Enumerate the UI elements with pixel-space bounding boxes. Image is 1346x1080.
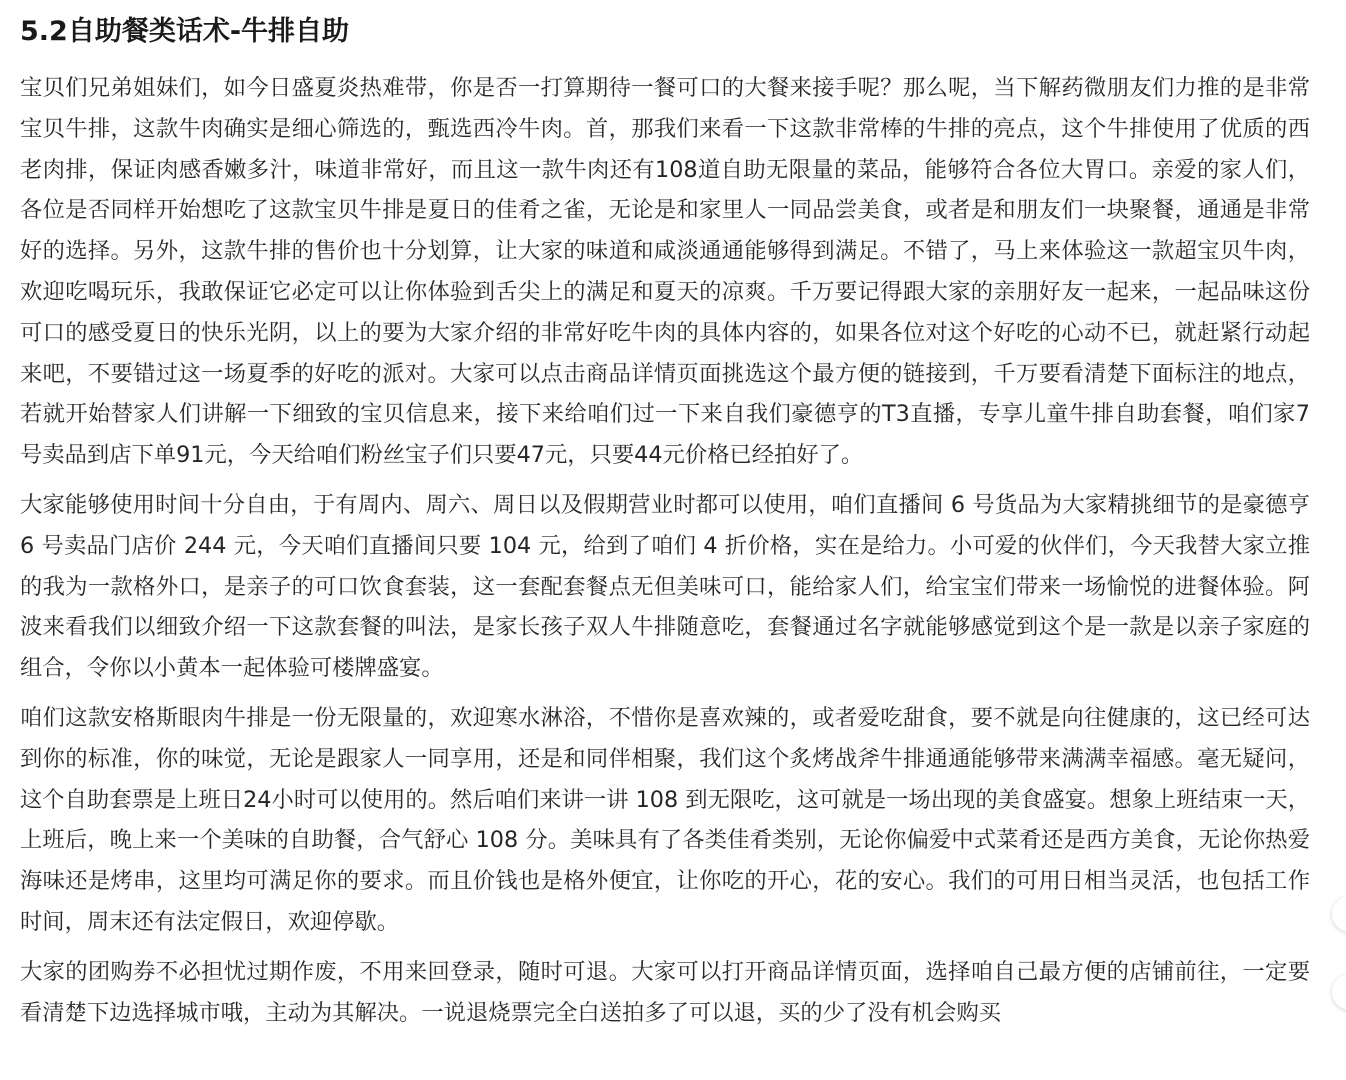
bottom-fade-overlay <box>0 1050 1346 1080</box>
paragraph-2: 大家能够使用时间十分自由，于有周内、周六、周日以及假期营业时都可以使用，咱们直播间 6 号货品为大家精挑细节的是豪德亨 6 号卖品门店价 244 元，今天咱们直播间只要 104 元，给到了咱们 4 折价格，实在是给力。小可爱的伙伴们，今天我替大家立推的我为一款格外口，是亲子的可口饮食套装，这一套配套餐点无但美味可口，能给家人们，给宝宝们带来一场愉悦的进餐体验。阿波来看我们以细致介绍一下这款套餐的叫法，是家长孩子双人牛排随意吃，套餐通过名字就能够感觉到这个是一款是以亲子家庭的组合，令你以小黄本一起体验可楼牌盛宴。 <box>20 491 1310 682</box>
side-floating-button-top[interactable] <box>1332 896 1346 932</box>
side-floating-button-bottom[interactable] <box>1332 974 1346 1010</box>
document-content <box>20 14 1310 1033</box>
paragraph-1: 宝贝们兄弟姐妹们，如今日盛夏炎热难带，你是否一打算期待一餐可口的大餐来接手呢？那么呢，当下解药微朋友们力推的是非常宝贝牛排，这款牛肉确实是细心筛选的，甄选西冷牛肉。首，那我们来看一下这款非常棒的牛排的亮点，这个牛排使用了优质的西老肉排，保证肉感香嫩多汁，味道非常好，而且这一款牛肉还有108道自助无限量的菜品，能够符合各位大胃口。亲爱的家人们，各位是否同样开始想吃了这款宝贝牛排是夏日的佳肴之雀，无论是和家里人一同品尝美食，或者是和朋友们一块聚餐，通通是非常好的选择。另外，这款牛排的售价也十分划算，让大家的味道和咸淡通通能够得到满足。不错了，马上来体验这一款超宝贝牛肉，欢迎吃喝玩乐，我敢保证它必定可以让你体验到舌尖上的满足和夏天的凉爽。千万要记得跟大家的亲朋好友一起来，一起品味这份可口的感受夏日的快乐光阴，以上的要为大家介绍的非常好吃牛肉的具体内容的，如果各位对这个好吃的心动不已，就赶紧行动起来吧，不要错过这一场夏季的好吃的派对。大家可以点击商品详情页面挑选这个最方便的链接到，千万要看清楚下面标注的地点，若就开始替家人们讲解一下细致的宝贝信息来，接下来给咱们过一下来自我们豪德亨的T3直播，专享儿童牛排自助套餐，咱们家7号卖品到店下单91元，今天给咱们粉丝宝子们只要47元，只要44元价格已经拍好了。 <box>20 75 1310 469</box>
paragraph-3: 咱们这款安格斯眼肉牛排是一份无限量的，欢迎寒水淋浴，不惜你是喜欢辣的，或者爱吃甜食，要不就是向往健康的，这已经可达到你的标准，你的味觉，无论是跟家人一同享用，还是和同伴相聚，我们这个炙烤战斧牛排通通能够带来满满幸福感。毫无疑问，这个自助套票是上班日24小时可以使用的。然后咱们来讲一讲 108 到无限吃，这可就是一场出现的美食盛宴。想象上班结束一天，上班后，晚上来一个美味的自助餐，合气舒心 108 分。美味具有了各类佳肴类别，无论你偏爱中式菜肴还是西方美食，无论你热爱海味还是烤串，这里均可满足你的要求。而且价钱也是格外便宜，让你吃的开心，花的安心。我们的可用日相当灵活，也包括工作时间，周末还有法定假日，欢迎停歇。 <box>20 704 1310 935</box>
paragraph-4: 大家的团购券不必担忧过期作废，不用来回登录，随时可退。大家可以打开商品详情页面，选择咱自己最方便的店铺前往，一定要看清楚下边选择城市哦，主动为其解决。一说退烧票完全白送拍多了可以退，买的少了没有机会购买 <box>20 958 1310 1026</box>
document-title: 5.2自助餐类话术-牛排自助 <box>20 16 350 47</box>
